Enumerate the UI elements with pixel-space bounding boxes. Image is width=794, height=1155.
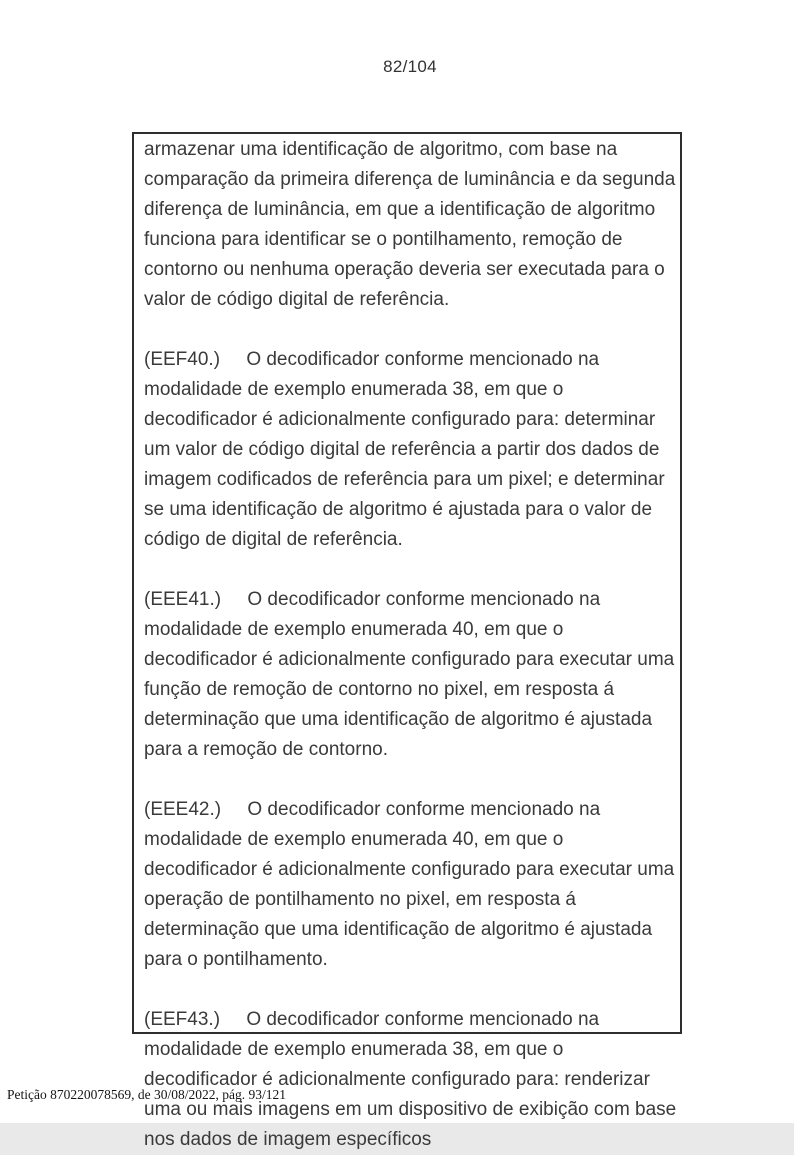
claim-paragraph bbox=[144, 585, 680, 765]
paragraph-text: O decodificador conforme mencionado na modalidade de exemplo enumerada 38, em que o decodificador é adicionalmente configurado para: renderizar uma ou mais imagens em um dispositivo de exibição com base nos dados de imagem específicos bbox=[144, 1009, 677, 1150]
paragraph-text: O decodificador conforme mencionado na modalidade de exemplo enumerada 40, em que o decodificador é adicionalmente configurado para executar uma operação de pontilhamento no pixel, em resposta á determinação que uma identificação de algoritmo é ajustada para o pontilhamento. bbox=[144, 799, 675, 970]
claim-paragraph bbox=[144, 1005, 680, 1155]
claim-paragraph bbox=[144, 795, 680, 975]
paragraph-text: armazenar uma identificação de algoritmo, com base na comparação da primeira diferença de luminância e da segunda diferença de luminância, em que a identificação de algoritmo funciona para identificar se o pontilhamento, remoção de contorno ou nenhuma operação deveria ser executada para o valor de código digital de referência. bbox=[144, 139, 676, 310]
paragraph-label: (EEF40.) bbox=[144, 349, 221, 370]
paragraph-text: O decodificador conforme mencionado na modalidade de exemplo enumerada 40, em que o decodificador é adicionalmente configurado para executar uma função de remoção de contorno no pixel, em resposta á determinação que uma identificação de algoritmo é ajustada para a remoção de contorno. bbox=[144, 589, 675, 760]
paragraph-text: O decodificador conforme mencionado na modalidade de exemplo enumerada 38, em que o decodificador é adicionalmente configurado para: determinar um valor de código digital de referência a partir dos dados de imagem codificados de referência para um pixel; e determinar se uma identificação de algoritmo é ajustada para o valor de código de digital de referência. bbox=[144, 349, 665, 550]
paragraph-label: (EEE41.) bbox=[144, 589, 222, 610]
page-number: 82/104 bbox=[383, 57, 437, 76]
claim-paragraph bbox=[144, 135, 680, 315]
paragraph-label: (EEF43.) bbox=[144, 1009, 221, 1030]
claim-paragraph bbox=[144, 345, 680, 555]
petition-footer: Petição 870220078569, de 30/08/2022, pág. 93/121 bbox=[7, 1087, 286, 1102]
paragraph-label: (EEE42.) bbox=[144, 799, 222, 820]
